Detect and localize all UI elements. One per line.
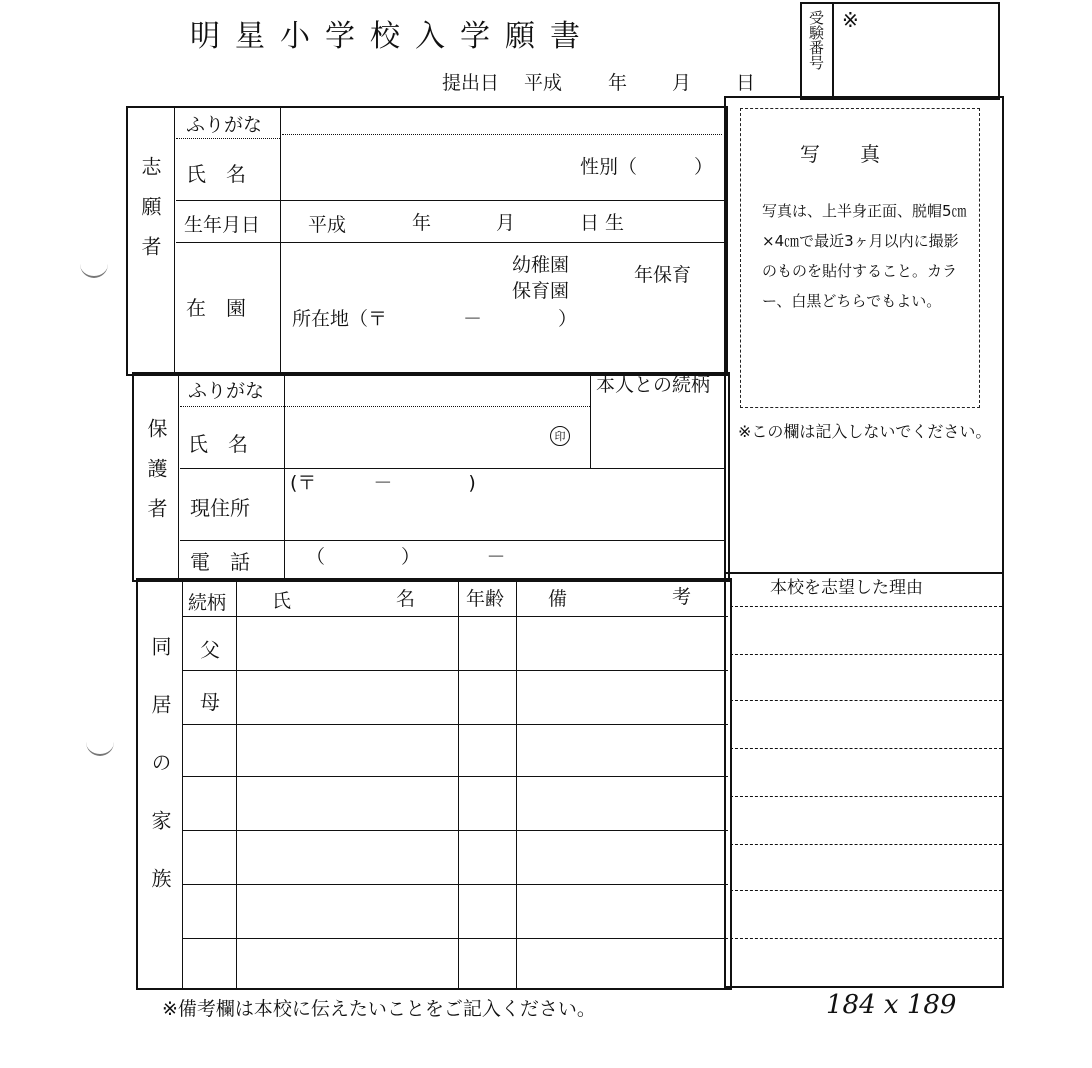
family-row-line-6 (182, 938, 728, 939)
applicant-furigana-line (176, 138, 280, 139)
applicant-birth-year: 年 (412, 212, 432, 234)
family-col-note (516, 578, 517, 988)
applicant-section (126, 106, 728, 376)
form-title: 明星小学校入学願書 (190, 19, 595, 54)
guardian-relation-label: 本人との続柄 (596, 374, 711, 396)
applicant-birth-day: 日 生 (580, 212, 625, 234)
applicant-school-location[interactable]: 所在地（〒 － ） (292, 308, 578, 330)
guardian-phone-value[interactable]: （ ） － (306, 546, 506, 568)
applicant-col-divider (174, 106, 175, 374)
family-row-line-0 (182, 616, 728, 617)
photo-title: 写 真 (800, 142, 880, 166)
punch-hole-bottom (86, 740, 114, 756)
reason-line-3[interactable] (730, 700, 1002, 701)
applicant-furigana-label: ふりがな (186, 114, 263, 136)
applicant-name-label: 氏 名 (186, 162, 246, 186)
submit-date-month: 月 (672, 72, 692, 94)
reason-line-7[interactable] (730, 890, 1002, 891)
reason-line-6[interactable] (730, 844, 1002, 845)
guardian-col-divider (178, 372, 179, 578)
applicant-birth-bottom (176, 242, 724, 243)
reason-line-8[interactable] (730, 938, 1002, 939)
applicant-birth-label: 生年月日 (184, 214, 261, 236)
family-header-name-1: 氏 (272, 590, 292, 612)
exam-number-box (800, 2, 1000, 100)
guardian-name-bottom (180, 468, 726, 469)
exam-number-divider (832, 2, 834, 98)
guardian-address-bottom (180, 540, 726, 541)
applicant-school-label: 在 園 (186, 296, 246, 320)
applicant-furigana-field-line[interactable] (282, 134, 722, 135)
submit-date-label: 提出日 (442, 72, 500, 94)
guardian-seal-mark: 印 (550, 426, 570, 446)
footer-note: ※備考欄は本校に伝えたいことをご記入ください。 (162, 998, 596, 1020)
photo-instructions: 写真は、上半身正面、脱帽5㎝×4㎝で最近3ヶ月以内に撮影のものを貼付すること。カラー、白黒どちらでもよい。 (762, 202, 967, 310)
handwritten-size-note: 184 x 189 (826, 990, 957, 1020)
guardian-label-divider (284, 372, 285, 578)
family-row-relation-father: 父 (200, 638, 220, 662)
applicant-label-divider (280, 106, 281, 374)
family-header-note-1: 備 (548, 588, 568, 610)
submit-date-era: 平成 (524, 72, 563, 94)
family-header-note-2: 考 (672, 586, 692, 608)
family-row-relation-mother: 母 (200, 690, 220, 714)
photo-note: ※この欄は記入しないでください。 (738, 422, 992, 441)
guardian-phone-label: 電 話 (190, 550, 250, 574)
guardian-address-label: 現住所 (190, 496, 250, 520)
guardian-furigana-line[interactable] (180, 406, 590, 407)
family-header-relation: 続柄 (188, 592, 227, 614)
family-col-relation (182, 578, 183, 988)
applicant-nursery: 保育園 (512, 280, 570, 302)
family-row-line-2 (182, 724, 728, 725)
applicant-childcare-year: 年保育 (634, 264, 692, 286)
exam-number-mark[interactable]: ※ (842, 8, 859, 32)
family-row-line-1 (182, 670, 728, 671)
family-header-name-2: 名 (396, 588, 416, 610)
family-row-line-4 (182, 830, 728, 831)
family-section (136, 578, 732, 990)
family-row-line-3 (182, 776, 728, 777)
reason-line-4[interactable] (730, 748, 1002, 749)
submit-date-year: 年 (608, 72, 628, 94)
reason-line-1[interactable] (730, 606, 1002, 607)
guardian-address-postal[interactable]: (〒 － ) (290, 472, 476, 494)
punch-hole-top (80, 262, 108, 278)
reason-line-2[interactable] (730, 654, 1002, 655)
family-section-label: 同居の家族 (148, 636, 172, 926)
guardian-section-label: 保護者 (144, 418, 168, 538)
family-col-age (458, 578, 459, 988)
family-header-age: 年齢 (466, 588, 505, 610)
reason-title: 本校を志望した理由 (770, 578, 923, 598)
guardian-name-label: 氏 名 (188, 432, 248, 456)
submit-date-day: 日 (736, 72, 756, 94)
family-row-line-5 (182, 884, 728, 885)
guardian-relation-divider (590, 372, 591, 468)
reason-line-5[interactable] (730, 796, 1002, 797)
exam-number-label: 受験番号 (807, 10, 825, 70)
reason-top-line (726, 572, 1002, 574)
applicant-kindergarten: 幼稚園 (512, 254, 570, 276)
applicant-section-label: 志願者 (138, 156, 162, 276)
applicant-name-bottom (176, 200, 724, 201)
family-col-name (236, 578, 237, 988)
guardian-furigana-label: ふりがな (188, 380, 265, 402)
applicant-birth-month: 月 (496, 212, 516, 234)
applicant-gender[interactable]: 性別（ ） (580, 156, 714, 178)
applicant-birth-era: 平成 (308, 214, 347, 236)
